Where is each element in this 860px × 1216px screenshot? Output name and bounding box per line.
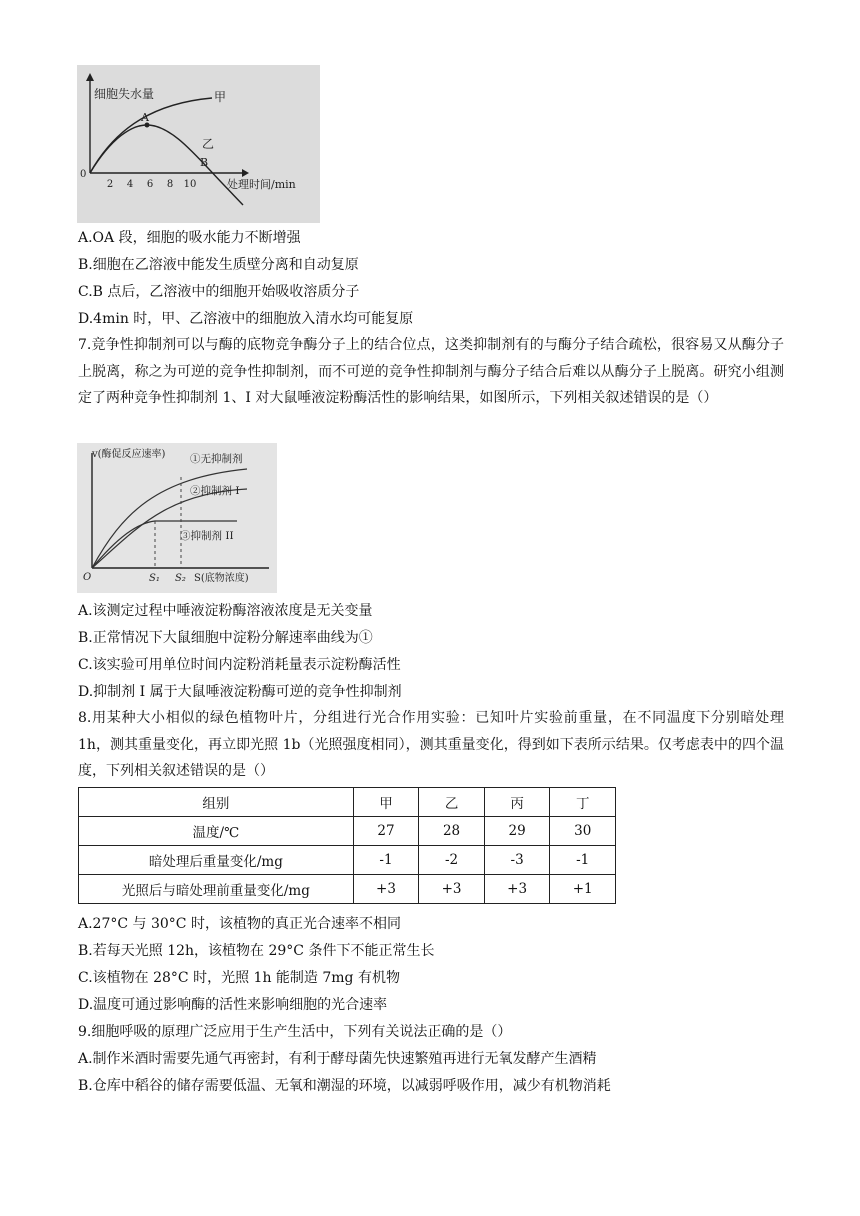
table-cell: 光照后与暗处理前重量变化/mg [79, 875, 354, 904]
fig1-tick: 2 [106, 179, 114, 190]
table-row [79, 817, 616, 846]
table-cell: 30 [550, 817, 616, 846]
figure-enzyme-rate [77, 443, 277, 593]
fig1-point-b: B [200, 156, 209, 169]
table-row [79, 875, 616, 904]
curve-inhibitor-1 [92, 489, 247, 568]
fig2-curve2-label: ②抑制剂 I [190, 485, 240, 497]
q7-stem: 7.竞争性抑制剂可以与酶的底物竞争酶分子上的结合位点，这类抑制剂有的与酶分子结合疏松，很容易又从酶分子上脱离，称之为可逆的竞争性抑制剂，而不可逆的竞争性抑制剂与酶分子结合后难以从酶分子上脱离。研究小组测定了两种竞争性抑制剂 1、I 对大鼠唾液淀粉酶活性的影响结果，如图所示，下列相关叙述错误的是（） [78, 337, 784, 406]
table-row [79, 846, 616, 875]
q8-option-a: A.27°C 与 30°C 时，该植物的真正光合速率不相同 [78, 916, 401, 932]
q9-stem: 9.细胞呼吸的原理广泛应用于生产生活中，下列有关说法正确的是（） [78, 1024, 512, 1040]
q6-option-c: C.B 点后，乙溶液中的细胞开始吸收溶质分子 [78, 284, 360, 300]
fig2-s2: S₂ [175, 573, 186, 584]
fig1-origin: 0 [80, 169, 87, 180]
table-cell: -2 [419, 846, 485, 875]
table-cell: 暗处理后重量变化/mg [79, 846, 354, 875]
table-cell: 29 [484, 817, 550, 846]
table-cell: 丁 [550, 788, 616, 817]
fig2-curve1-label: ①无抑制剂 [190, 453, 243, 465]
fig2-ylabel: v(酶促反应速率) [92, 449, 166, 460]
q6-option-d: D.4min 时，甲、乙溶液中的细胞放入清水均可能复原 [78, 311, 414, 327]
fig1-ylabel: 细胞失水量 [94, 87, 155, 101]
table-cell: +3 [484, 875, 550, 904]
table-cell: 27 [353, 817, 419, 846]
fig2-curve3-label: ③抑制剂 II [180, 530, 234, 542]
q6-option-a: A.OA 段，细胞的吸水能力不断增强 [78, 230, 301, 246]
table-cell: -1 [550, 846, 616, 875]
curve-jia [90, 98, 215, 173]
q6-option-b: B.细胞在乙溶液中能发生质壁分离和自动复原 [78, 257, 359, 273]
y-axis-arrow [86, 73, 94, 81]
table-row [79, 788, 616, 817]
q8-stem: 8.用某种大小相似的绿色植物叶片，分组进行光合作用实验：已知叶片实验前重量，在不同温度下分别暗处理 1h，测其重量变化，再立即光照 1b（光照强度相同），测其重量变化，得到如下表所示结果。仅考虑表中的四个温度，下列相关叙述错误的是（） [78, 710, 784, 779]
fig1-xlabel: 处理时间/min [227, 178, 296, 191]
q7-option-b: B.正常情况下大鼠细胞中淀粉分解速率曲线为① [78, 630, 373, 646]
table-cell: 甲 [353, 788, 419, 817]
table-cell: 组别 [79, 788, 354, 817]
q9-option-a: A.制作米酒时需要先通气再密封，有利于酵母菌先快速繁殖再进行无氧发酵产生酒精 [78, 1051, 597, 1067]
q7-option-d: D.抑制剂 I 属于大鼠唾液淀粉酶可逆的竞争性抑制剂 [78, 684, 402, 700]
fig1-point-a: A [141, 111, 149, 124]
fig1-tick: 4 [126, 179, 134, 190]
table-cell: 温度/℃ [79, 817, 354, 846]
table-cell: +3 [353, 875, 419, 904]
water-loss-chart [77, 65, 320, 223]
table-cell: +3 [419, 875, 485, 904]
x-axis-arrow [242, 169, 249, 177]
fig1-tick: 10 [183, 179, 197, 190]
table-cell: 28 [419, 817, 485, 846]
curve-inhibitor-2 [92, 521, 237, 568]
fig1-tick: 8 [166, 179, 174, 190]
figure-water-loss [77, 65, 320, 223]
table-cell: 乙 [419, 788, 485, 817]
q8-option-d: D.温度可通过影响酶的活性来影响细胞的光合速率 [78, 997, 388, 1013]
table-cell: 丙 [484, 788, 550, 817]
fig2-origin: O [83, 572, 92, 583]
q7-option-a: A.该测定过程中唾液淀粉酶溶液浓度是无关变量 [78, 603, 373, 619]
curve-yi [90, 125, 243, 205]
q9-option-b: B.仓库中稻谷的储存需要低温、无氧和潮湿的环境，以减弱呼吸作用，减少有机物消耗 [78, 1078, 611, 1094]
q7-option-c: C.该实验可用单位时间内淀粉消耗量表示淀粉酶活性 [78, 657, 401, 673]
q8-option-b: B.若每天光照 12h，该植物在 29°C 条件下不能正常生长 [78, 943, 435, 959]
fig2-s1: S₁ [149, 573, 160, 584]
fig1-curve-yi-label: 乙 [202, 137, 215, 151]
fig2-xlabel: S(底物浓度) [194, 573, 249, 584]
curve-no-inhibitor [92, 469, 247, 568]
fig1-tick: 6 [146, 179, 154, 190]
table-cell: -3 [484, 846, 550, 875]
results-table [78, 787, 616, 904]
table-cell: +1 [550, 875, 616, 904]
q8-option-c: C.该植物在 28°C 时，光照 1h 能制造 7mg 有机物 [78, 970, 400, 986]
fig1-curve-jia-label: 甲 [214, 90, 227, 104]
enzyme-rate-chart [77, 443, 277, 593]
table-cell: -1 [353, 846, 419, 875]
